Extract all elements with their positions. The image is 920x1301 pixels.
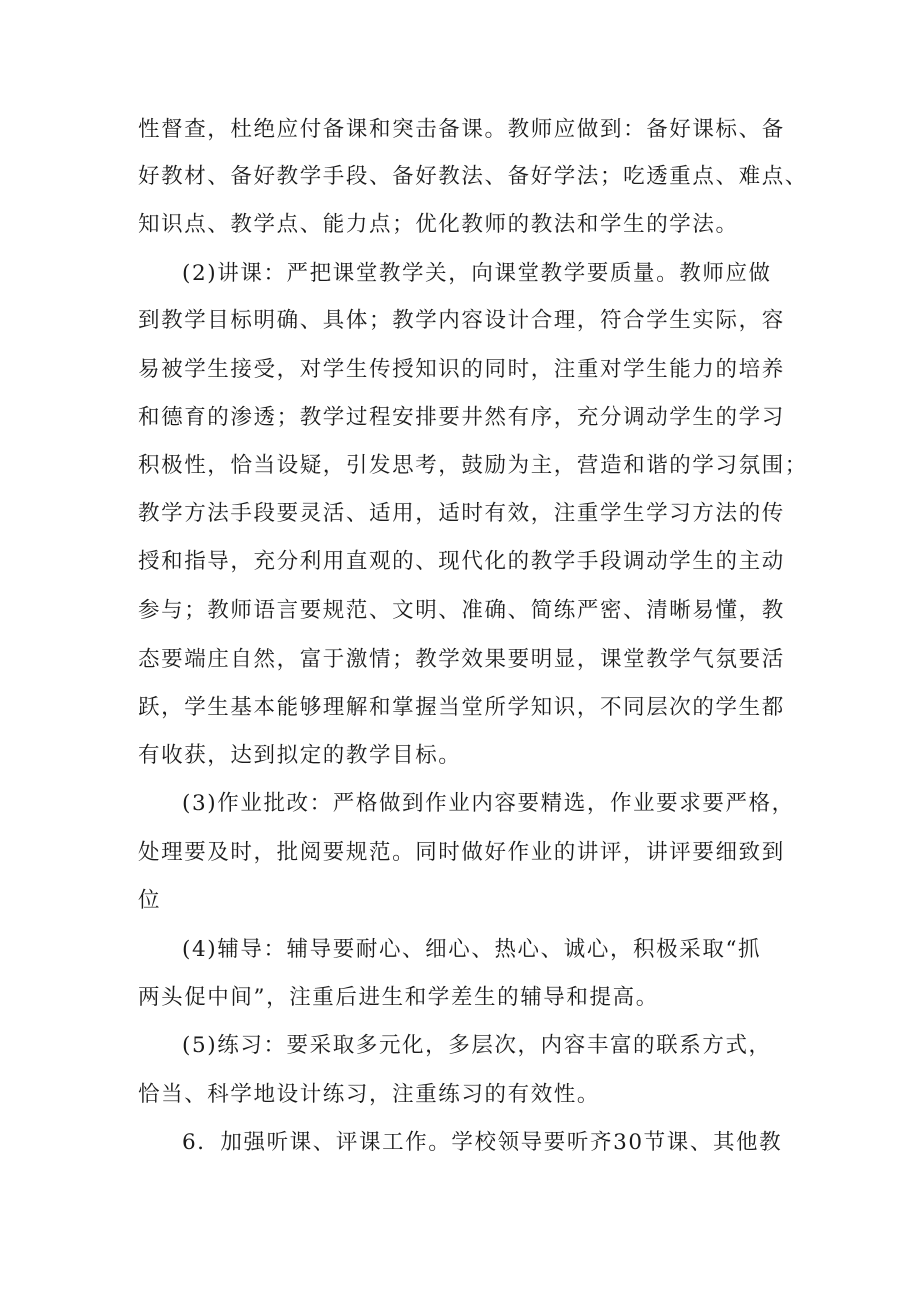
text-line: 处理要及时，批阅要规范。同时做好作业的讲评，讲评要细致到: [138, 840, 785, 865]
paragraph-start-line: (4)辅导：辅导要耐心、细心、热心、诚心，积极采取“抓: [182, 937, 762, 962]
paragraph-start-line: 6．加强听课、评课工作。学校领导要听齐30节课、其他教: [182, 1130, 783, 1155]
text-line: 积极性，恰当设疑，引发思考，鼓励为主，营造和谐的学习氛围；: [138, 453, 808, 478]
text-line: 恰当、科学地设计练习，注重练习的有效性。: [138, 1082, 601, 1107]
paragraph-start-line: (3)作业批改：严格做到作业内容要精选，作业要求要严格，: [182, 791, 795, 816]
text-line: 跃，学生基本能够理解和掌握当堂所学知识，不同层次的学生都: [138, 695, 785, 720]
text-line: 到教学目标明确、具体；教学内容设计合理，符合学生实际，容: [138, 308, 785, 333]
paragraph-start-line: (5)练习：要采取多元化，多层次，内容丰富的联系方式，: [182, 1033, 772, 1058]
text-line: 易被学生接受，对学生传授知识的同时，注重对学生能力的培养: [138, 357, 785, 382]
text-line: 态要端庄自然，富于激情；教学效果要明显，课堂教学气氛要活: [138, 647, 785, 672]
text-line: 好教材、备好教学手段、备好教法、备好学法；吃透重点、难点、: [138, 164, 808, 189]
text-line: 和德育的渗透；教学过程安排要井然有序，充分调动学生的学习: [138, 405, 785, 430]
text-line: 两头促中间”，注重后进生和学差生的辅导和提高。: [138, 985, 659, 1010]
text-line: 位: [138, 888, 162, 913]
text-line: 性督查，杜绝应付备课和突击备课。教师应做到：备好课标、备: [138, 117, 785, 142]
text-line: 参与；教师语言要规范、文明、准确、简练严密、清晰易懂，教: [138, 598, 785, 623]
text-line: 有收获，达到拟定的教学目标。: [138, 743, 462, 768]
text-line: 授和指导，充分利用直观的、现代化的教学手段调动学生的主动: [138, 549, 785, 574]
text-line: 知识点、教学点、能力点；优化教师的教法和学生的学法。: [138, 212, 739, 237]
text-line: 教学方法手段要灵活、适用，适时有效，注重学生学习方法的传: [138, 501, 785, 526]
paragraph-start-line: (2)讲课：严把课堂教学关，向课堂教学要质量。教师应做: [182, 261, 772, 286]
